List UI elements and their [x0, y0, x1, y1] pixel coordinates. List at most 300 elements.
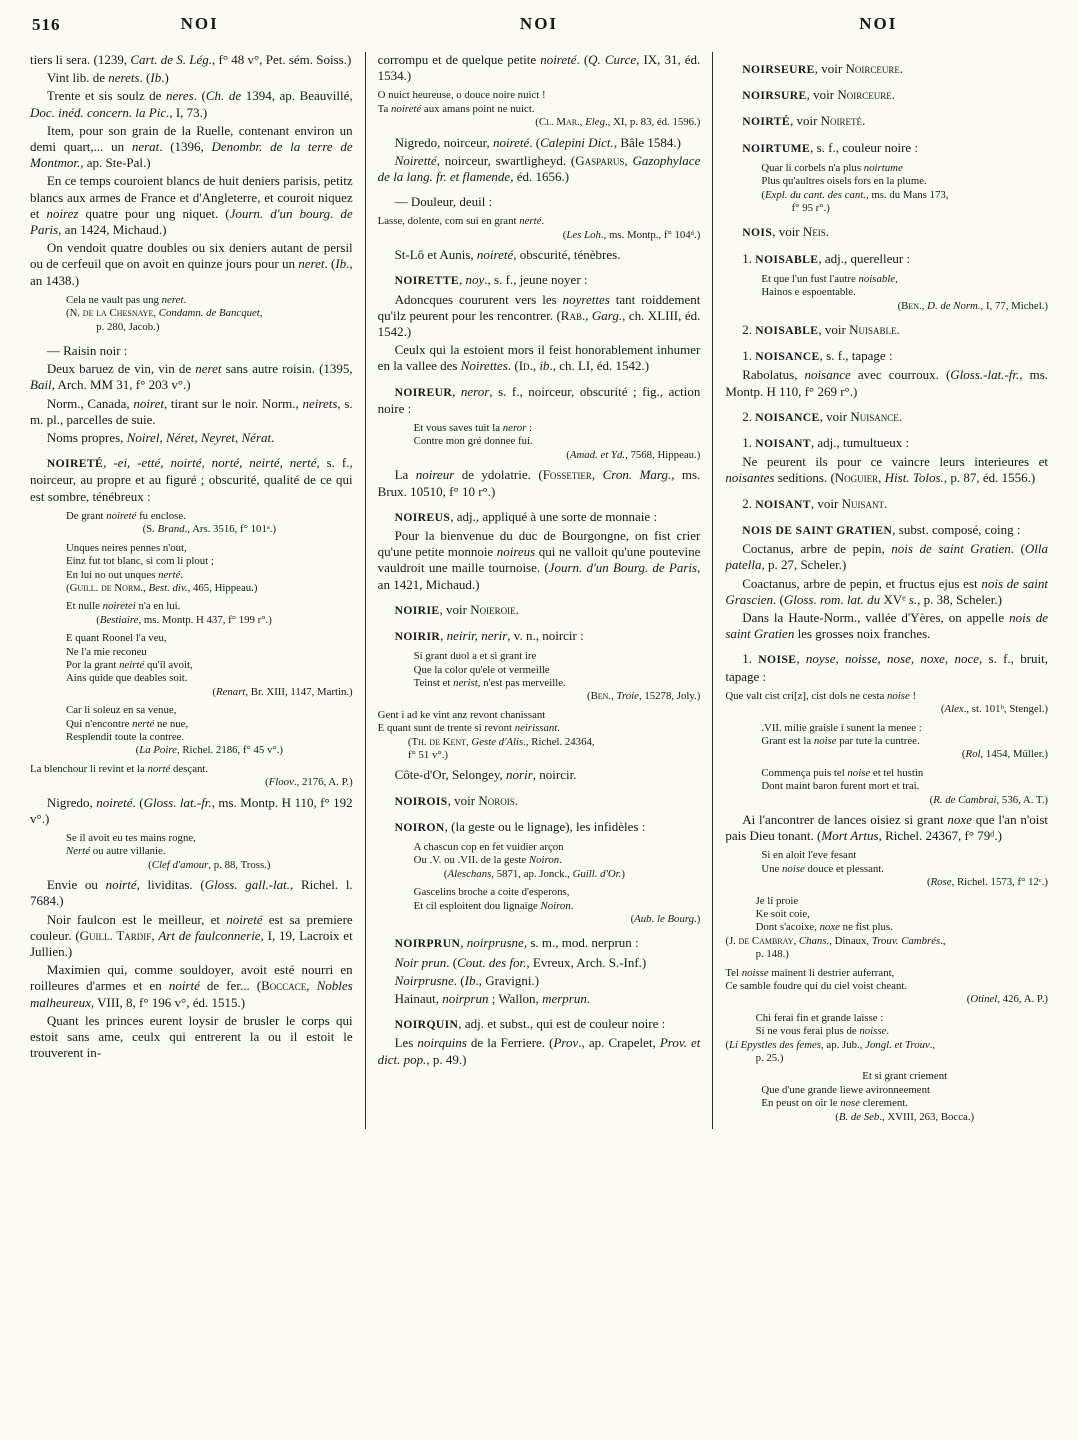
quote-line: Einz fut tot blanc, si com li plout ; — [66, 555, 214, 568]
italic-term: Noirprusne — [394, 972, 454, 988]
headword: NOIROIS — [394, 794, 448, 808]
quotation-block — [761, 767, 1048, 807]
italic-term: -ei, -etté, noirté, norté, neirté, nerté — [113, 455, 317, 471]
quote-line: Dont maint baron furent mort et trai. — [761, 780, 920, 793]
quotation-block — [66, 632, 353, 699]
entry-paragraph: NOIRTUME, s. f., couleur noire : — [742, 139, 919, 155]
italic-term: noise — [886, 689, 910, 702]
entry-paragraph: NOIRSEURE, voir Noirceure. — [742, 61, 904, 76]
author-name: Rab. — [560, 307, 586, 323]
italic-term: D. de Norm. — [927, 299, 981, 312]
sense-heading: — Raisin noir : — [46, 343, 128, 359]
italic-term: Renart — [216, 685, 246, 698]
quote-line: Grant est la noise par tute la cuntree. — [761, 734, 920, 747]
italic-term: noiret — [133, 395, 164, 411]
author-name: Ben. — [901, 299, 922, 312]
quotation-block — [66, 542, 353, 596]
headword: NOIRSEURE — [742, 63, 815, 76]
italic-term: noirprusne — [466, 935, 524, 951]
italic-term: Mort Artus — [821, 828, 879, 844]
author-name: Th. de Kent — [411, 735, 466, 748]
italic-term: Les Loh — [566, 228, 601, 241]
italic-term: noyse, noisse, nose, noxe, noce — [805, 651, 979, 667]
headword: NOIREUS — [394, 510, 451, 524]
headword: NOISANCE — [755, 410, 820, 424]
italic-term: noy — [465, 272, 485, 288]
body-paragraph: Rabolatus, noisance avec courroux. (Gloss.-lat.-fr., ms. Montp. H 110, f° 269 r°.) — [725, 367, 1049, 399]
quote-line: Car li soleuz en sa venue, — [66, 704, 177, 717]
italic-term: Brand — [157, 523, 185, 536]
quote-line: p. 280, Jacob.) — [96, 320, 160, 333]
italic-term: noireté — [226, 911, 263, 927]
headword: NOIRTUME — [742, 141, 811, 155]
italic-term: Prov — [553, 1035, 579, 1051]
quotation-block — [30, 763, 353, 790]
quote-line: Unques neires pennes n'out, — [66, 541, 187, 554]
quote-line: Je li proie — [755, 894, 799, 907]
author-name: J. de Cambray — [728, 934, 794, 947]
headword: NOIS DE SAINT GRATIEN — [742, 523, 893, 537]
italic-term: R. de Cambrai — [933, 793, 997, 806]
columns-container — [30, 52, 1048, 1129]
author-name: Fossetier — [542, 467, 592, 483]
quote-line: Lasse, dolente, com sui en grant nerté. — [377, 215, 545, 228]
quote-line: (N. de la Chesnaye, Condamn. de Bancquet, — [66, 307, 263, 320]
italic-term: noxe — [819, 921, 840, 934]
quote-line: (Cl. Mar., Eleg., XI, p. 83, éd. 1596.) — [535, 116, 701, 129]
quote-line: Et que l'un fust l'autre noisable, — [761, 272, 898, 285]
headword: NOIRPRUN — [394, 937, 461, 951]
italic-term: Noirettes — [460, 358, 508, 374]
italic-term: nerté — [519, 215, 542, 228]
body-paragraph: Nigredo, noireté. (Gloss. lat.-fr., ms. Montp. H 110, f° 192 v°.) — [30, 794, 353, 826]
quotation-block — [414, 422, 701, 462]
author-name: Guill. Tardif — [79, 927, 152, 943]
italic-term: noiretei — [102, 600, 136, 613]
author-name: N. de la Chesnaye — [69, 307, 154, 320]
quote-line: (Alex., st. 101ᵇ, Stengel.) — [940, 703, 1049, 716]
author-name: Noieroie — [470, 601, 516, 617]
quote-line: Resplendit toute la contree. — [66, 730, 185, 743]
quote-line: Gascelins broche a coite d'esperons, — [413, 886, 570, 899]
author-name: Nuisant — [841, 495, 884, 511]
quotation-block — [378, 215, 701, 242]
quote-line: (Ben., D. de Norm., I, 77, Michel.) — [897, 299, 1049, 312]
quote-line: (Bestiaire, ms. Montp. H 437, f° 199 r°.) — [96, 613, 272, 626]
quote-line: Cela ne vault pas ung neret. — [66, 293, 187, 306]
quote-line: (Aleschans, 5871, ap. Jonck., Guill. d'Or.) — [443, 867, 625, 880]
italic-term: noisse — [741, 966, 769, 979]
headword: NOISE — [758, 653, 797, 667]
italic-term: Cron. Marg. — [602, 467, 672, 483]
quotation-block — [414, 650, 701, 704]
italic-term: ib — [539, 358, 550, 374]
quote-line: (B. de Seb., XVIII, 263, Bocca.) — [835, 1110, 975, 1123]
italic-term: noireté — [492, 134, 530, 150]
italic-term: Chans — [798, 934, 827, 947]
author-name: Guill. de Norm. — [69, 581, 144, 594]
italic-term: Ch. de — [205, 88, 242, 104]
italic-term: noireté — [391, 102, 422, 115]
quote-line: Commença puis tel noise et tel hustin — [761, 766, 924, 779]
italic-term: neirets — [302, 395, 338, 411]
quote-line: Et vous saves tuit la neror : — [413, 422, 533, 435]
italic-term: norir — [506, 767, 533, 783]
headword: NOIRETTE — [394, 274, 459, 288]
headword: NOIRIE — [394, 603, 440, 617]
author-name: Neis — [802, 224, 826, 240]
headword: NOISABLE — [755, 252, 819, 266]
quote-line: De grant noireté fu enclose. — [66, 509, 186, 522]
entry-paragraph: NOIREUR, neror, s. f., noirceur, obscurité ; fig., action noire : — [377, 383, 701, 416]
entry-paragraph: 1. NOISE, noyse, noisse, nose, noxe, noce, s. f., bruit, tapage : — [725, 651, 1049, 684]
italic-term: Condamn. de Bancquet — [158, 307, 260, 320]
quote-line: Ta noireté aux amans point ne nuict. — [377, 102, 535, 115]
quote-line: E quant Roonel l'a veu, — [66, 632, 167, 645]
quote-line: (Guill. de Norm., Best. div., 465, Hippeau.) — [66, 581, 258, 594]
running-titles — [30, 14, 1048, 34]
body-paragraph: Ceulx qui la estoient mors il feist honorablement inhumer en la vallee des Noirettes. (Id., ib., ch. LI, éd. 1542.) — [377, 342, 701, 374]
quotation-block — [414, 841, 701, 881]
body-paragraph: tiers li sera. (1239, Cart. de S. Lég., f° 48 v°, Pet. sém. Soiss.) — [30, 52, 352, 67]
quote-line: A chascun cop en fet vuidier arçon — [413, 840, 564, 853]
author-name: Noirceure — [845, 61, 900, 76]
quotation-block — [414, 886, 701, 926]
quote-line: Et nulle noiretei n'a en lui. — [66, 600, 181, 613]
author-name: Noireté — [820, 113, 863, 129]
quote-line: Contre mon gré donnee fui. — [413, 435, 533, 448]
italic-term: Gazophylace de la lang. fr. et flamende — [377, 152, 701, 185]
italic-term: Alex — [944, 703, 964, 716]
body-paragraph: Trente et sis soulz de neres. (Ch. de 1394, ap. Beauvillé, Doc. inéd. concern. la Pic., I, 73.) — [30, 88, 353, 120]
quote-line: Quar li corbels n'a plus noirtume — [761, 161, 903, 174]
italic-term: Gloss. lat.-fr. — [143, 794, 212, 810]
italic-term: norté — [147, 762, 171, 775]
quotation-block — [761, 1070, 1048, 1124]
body-paragraph: En ce temps couroient blancs de huit deniers parisis, petitz blancs aux armes de France et d'Angleterre, et couroit niquez et noirez quatre pour ung niquet. (Journ. d'un bourg. de Paris, an 1424, Michaud.) — [30, 173, 353, 238]
italic-term: neret — [195, 361, 222, 377]
italic-term: nerat — [131, 139, 160, 155]
quote-line: f° 51 v°.) — [407, 748, 449, 761]
headword: NOIRIR — [394, 629, 441, 643]
italic-term: Guill. d'Or. — [572, 867, 622, 880]
body-paragraph: Pour la bienvenue du duc de Bourgongne, on fist crier qu'une petite monnoie noireus qui ne valloit qu'une poutevine vauldroit une maille tournoise. (Journ. d'un Bourg. de Paris, an 1421, Michaud.) — [377, 527, 701, 592]
author-name: Id. — [518, 358, 533, 374]
quote-line: Teinst et nerist, n'est pas merveille. — [413, 676, 566, 689]
italic-term: Nerté — [66, 845, 90, 858]
italic-term: noise — [782, 862, 805, 875]
author-name: Gasparus — [575, 152, 625, 168]
quotation-block — [66, 294, 353, 334]
entry-paragraph: NOIREUS, adj., appliqué à une sorte de monnaie : — [394, 508, 658, 524]
quote-line: Chi ferai fin et grande laisse : — [755, 1011, 884, 1024]
italic-term: noxe — [947, 811, 972, 827]
headword: NOIS — [742, 226, 773, 240]
entry-paragraph: NOIRSURE, voir Noirceure. — [742, 87, 895, 103]
body-paragraph: Ai l'ancontrer de lances oisiez si grant noxe que l'an n'oist pais Dieu tonant. (Mort Artus, Richel. 24367, f° 79ᵈ.) — [725, 811, 1049, 844]
entry-paragraph: NOIS DE SAINT GRATIEN, subst. composé, coing : — [742, 521, 1021, 537]
body-paragraph: Côte-d'Or, Selongey, norir, noircir. — [394, 767, 577, 783]
italic-term: nois de saint Gratien — [891, 541, 1011, 557]
entry-paragraph: NOIRON, (la geste ou le lignage), les infidèles : — [394, 818, 646, 834]
body-paragraph: Adoncques coururent vers les noyrettes tant roiddement qu'ilz peurent pour les rencontrer. (Rab., Garg., ch. XLIII, éd. 1542.) — [377, 291, 701, 340]
italic-term: Denombr. de la terre de Montmor. — [30, 139, 353, 171]
body-paragraph: Nigredo, noirceur, noireté. (Calepini Dict., Bâle 1584.) — [394, 134, 681, 150]
italic-term: noisse — [859, 1025, 887, 1038]
quote-line: Ains quide que deables soit. — [66, 672, 188, 685]
author-name: Boccace — [261, 978, 307, 994]
author-name: Noguier — [834, 470, 879, 486]
italic-term: Troie — [616, 690, 639, 703]
quote-line: En lui no out unques nerté. — [66, 568, 183, 581]
quotation-block — [725, 895, 1048, 962]
headword: NOIRON — [394, 820, 445, 834]
body-paragraph: Dans la Haute-Norm., vallée d'Yères, on appelle nois de saint Gratien les grosses noix franches. — [725, 609, 1049, 642]
quote-line: La blenchour li revint et la norté desçant. — [30, 762, 209, 775]
quote-line: E quant sunt de trente si revont neirissant. — [377, 722, 560, 735]
italic-term: Nérat — [241, 430, 272, 446]
body-paragraph: Ne peurent ils pour ce vaincre leurs interieures et noisantes seditions. (Noguier, Hist. Tolos., p. 87, éd. 1556.) — [725, 454, 1049, 486]
italic-term: Rose — [930, 876, 952, 889]
quote-line: Dont s'acoixe, noxe ne fist plus. — [755, 921, 893, 934]
headword: NOISANCE — [755, 350, 820, 364]
italic-term: Gloss. rom. lat. du — [783, 591, 881, 607]
italic-term: La Poire — [139, 744, 177, 757]
body-paragraph: Deux baruez de vin, vin de neret sans autre roisin. (1395, Bail, Arch. MM 31, f° 203 v°.) — [30, 361, 353, 393]
quotation-block — [66, 704, 353, 758]
quote-line: Ke soit coie, — [755, 908, 810, 920]
italic-term: neror — [460, 383, 490, 399]
quote-line: (Renart, Br. XIII, 1147, Martin.) — [212, 685, 353, 698]
italic-term: Q. Curce — [588, 52, 637, 67]
quote-line: Plus qu'aultres oisels fors en la plume. — [761, 175, 927, 188]
italic-term: nois de saint Gratien — [725, 609, 1049, 642]
italic-term: Ib — [335, 256, 347, 272]
quotation-block — [761, 162, 1048, 216]
italic-term: noireus — [496, 544, 536, 560]
body-paragraph: Noirprusne. (Ib., Gravigni.) — [394, 972, 540, 988]
italic-term: noisable — [858, 272, 896, 285]
italic-term: Cout. des for. — [457, 954, 527, 970]
italic-term: nerté — [158, 568, 181, 581]
quote-line: Ce samble foudre qui du ciel voist cheant. — [725, 980, 908, 993]
italic-term: s. — [908, 591, 918, 607]
headword: NOISABLE — [755, 324, 819, 338]
author-name: Cl. Mar. — [538, 116, 580, 129]
quote-line: Por la grant neirté qu'il avoit, — [66, 658, 193, 671]
column-2 — [365, 52, 713, 1129]
italic-term: Olla patella — [725, 541, 1049, 573]
italic-term: noyrettes — [562, 291, 610, 307]
italic-term: nerist — [453, 676, 478, 689]
italic-term: Floov — [268, 776, 294, 789]
italic-term: Hist. Tolos. — [884, 470, 944, 486]
body-paragraph: corrompu et de quelque petite noireté. (Q. Curce, IX, 31, éd. 1534.) — [377, 52, 701, 84]
body-paragraph: Item, pour son grain de la Ruelle, contenant environ un demi quart,... un nerat. (1396, Denombr. de la terre de Montmor., ap. Ste-Pal.) — [30, 122, 353, 171]
italic-term: Art de faulconnerie — [158, 927, 261, 943]
italic-term: Néret — [165, 430, 195, 446]
italic-term: noirté — [105, 877, 137, 893]
body-paragraph: Envie ou noirté, lividitas. (Gloss. gall.-lat., Richel. l. 7684.) — [30, 877, 353, 909]
sense-heading: — Douleur, deuil : — [394, 194, 493, 210]
column-3 — [712, 52, 1048, 1129]
italic-term: Rol — [965, 748, 981, 761]
body-paragraph: Quant les princes eurent loysir de brusler le corps qui estoit sans ame, ceulx qui entrerent la ou il estoit le trouverent in- — [30, 1012, 353, 1061]
body-paragraph: La noireur de ydolatrie. (Fossetier, Cron. Marg., ms. Brux. 10510, f° 10 r°.) — [377, 467, 701, 499]
entry-paragraph: NOIRETTE, noy., s. f., jeune noyer : — [394, 272, 588, 288]
entry-paragraph: NOIRETÉ, -ei, -etté, noirté, norté, neirté, nerté, s. f., noirceur, au propre et au figuré ; obscurité, qualité de ce qui est sombre, ténébreux : — [30, 455, 353, 504]
body-paragraph: Les noirquins de la Ferriere. (Prov., ap. Crapelet, Prov. et dict. pop., p. 49.) — [377, 1035, 701, 1067]
quotation-block — [378, 89, 701, 129]
quotation-block — [725, 690, 1048, 717]
italic-term: Geste d'Alis. — [471, 735, 526, 748]
entry-paragraph: NOIRIR, neirir, nerir, v. n., noircir : — [394, 627, 584, 643]
quote-line: (Floov., 2176, A. P.) — [265, 776, 353, 789]
quote-line: (R. de Cambrai, 536, A. T.) — [929, 793, 1049, 806]
italic-term: Gloss.-lat.-fr. — [950, 367, 1020, 383]
body-paragraph: Coactanus, arbre de pepin, et fructus ejus est nois de saint Grascien. (Gloss. rom. lat. du XVᵉ s., p. 38, Scheler.) — [725, 575, 1049, 607]
entry-paragraph: NOIRQUIN, adj. et subst., qui est de couleur noire : — [394, 1016, 666, 1032]
italic-term: noirez — [46, 205, 79, 221]
quote-line: Ou .V. ou .VII. de la geste Noiron. — [413, 854, 562, 867]
italic-term: Aub. le Bourg — [634, 913, 695, 926]
quote-line: (Aub. le Bourg.) — [630, 913, 701, 926]
italic-term: nois de saint Grascien — [725, 575, 1049, 607]
quote-line: Et si grant criement — [862, 1070, 948, 1083]
headword: NOISANT — [755, 497, 811, 511]
italic-term: neirissant — [514, 722, 558, 735]
headword: NOIRTÉ — [742, 115, 790, 129]
italic-term: noisance — [804, 367, 851, 383]
quotation-block — [66, 510, 353, 537]
italic-term: Jongl. et Trouv — [865, 1038, 930, 1051]
body-paragraph: Coctanus, arbre de pepin, nois de saint Gratien. (Olla patella, p. 27, Scheler.) — [725, 541, 1049, 573]
italic-term: Clef d'amour — [151, 858, 209, 871]
body-paragraph: Maximien qui, comme souldoyer, avoit esté nourri en roilleures d'armes et en noirté de fer... (Boccace, Nobles malheureux, VIII, 8, f° 196 v°, éd. 1515.) — [30, 962, 353, 1010]
body-paragraph: Vint lib. de nerets. (Ib.) — [46, 70, 169, 86]
quotation-block — [66, 832, 353, 872]
italic-term: Garg. — [591, 307, 623, 323]
italic-term: noise — [847, 766, 871, 779]
page-header — [30, 14, 1048, 42]
author-name: Ben. — [590, 690, 612, 703]
italic-term: Noirel — [126, 430, 160, 446]
italic-term: Trouv. Cambrés — [871, 934, 941, 947]
italic-term: noisantes — [725, 470, 775, 486]
quote-line: Ne l'a mie reconeu — [66, 645, 147, 658]
quote-line: (Rol, 1454, Müller.) — [961, 748, 1049, 761]
italic-term: nerets — [108, 70, 140, 86]
quote-line: Gent i ad ke vint anz revont chanissant — [377, 708, 546, 721]
quotation-block — [761, 722, 1048, 762]
quote-line: p. 25.) — [755, 1052, 784, 1065]
author-name: Nuisable — [849, 322, 897, 338]
author-name: Nuisance — [850, 408, 899, 424]
italic-term: Neyret — [200, 430, 236, 446]
quote-line: (Li Epystles des femes, ap. Jub., Jongl. et Trouv., — [725, 1038, 936, 1051]
italic-term: Doc. inéd. concern. la Pic. — [30, 104, 170, 120]
italic-term: Otinel — [970, 993, 998, 1006]
quote-line: Se il avoit eu tes mains rogne, — [66, 832, 196, 845]
italic-term: neres — [166, 88, 194, 104]
body-paragraph: Noir faulcon est le meilleur, et noireté est sa premiere couleur. (Guill. Tardif, Art de faulconnerie, I, 19, Lacroix et Jullien.) — [30, 911, 353, 960]
italic-term: Gloss. gall.-lat. — [204, 877, 291, 893]
quote-line: (Les Loh., ms. Montp., f° 104ᵈ.) — [562, 228, 701, 241]
entry-paragraph: NOIS, voir Neis. — [742, 224, 830, 240]
italic-term: Calepini Dict. — [540, 134, 614, 150]
body-paragraph: Norm., Canada, noiret, tirant sur le noir. Norm., neirets, s. m. pl., parcelles de suie. — [30, 395, 353, 427]
italic-term: Aleschans — [447, 867, 492, 880]
quote-line: Si en aloit l'eve fesant — [761, 849, 857, 862]
body-paragraph: On vendoit quatre doubles ou six deniers autant de persil ou de cerfeuil que on avoit en quinze jours pour un neret. (Ib., an 1438.) — [30, 240, 353, 288]
italic-term: Journ. d'un bourg. de Paris — [30, 205, 353, 238]
italic-term: Cart. de S. Lég. — [130, 52, 212, 67]
italic-term: Ib — [150, 70, 162, 86]
italic-term: noirté — [168, 978, 200, 994]
quote-line: O nuict heureuse, o douce noire nuict ! — [377, 89, 546, 102]
italic-term: nose — [840, 1097, 861, 1110]
quote-line: Et cil esploitent dou lignaige Noiron. — [413, 899, 574, 912]
italic-term: Journ. d'un Bourg. de Paris — [548, 560, 698, 576]
quote-line: Que la color qu'ele ot vermeille — [413, 663, 550, 676]
italic-term: Eleg — [585, 116, 605, 129]
quote-line: (J. de Cambray, Chans., Dinaux, Trouv. Cambrés., — [725, 934, 946, 947]
body-paragraph: St-Lô et Aunis, noireté, obscurité, ténèbres. — [394, 247, 621, 263]
italic-term: Bail — [30, 377, 52, 393]
italic-term: nerté — [132, 717, 155, 730]
quote-line: (Expl. du cant. des cant., ms. du Mans 173, — [761, 188, 949, 201]
quote-line: Si ne vous ferai plus de noisse. — [755, 1025, 890, 1038]
quote-line: En peust on oir le nose clerement. — [761, 1097, 908, 1110]
italic-term: neirir, nerir — [446, 627, 508, 643]
italic-term: Nobles malheureux — [30, 978, 353, 1010]
quote-line: (Otinel, 426, A. P.) — [966, 993, 1049, 1006]
italic-term: neror — [502, 422, 527, 435]
italic-term: noireté — [106, 509, 137, 522]
quote-line: (S. Brand., Ars. 3516, f° 101ᵃ.) — [142, 523, 277, 536]
quote-line: Que d'une grande liewe avironneement — [761, 1083, 930, 1096]
running-title-3: NOI — [859, 14, 898, 33]
quotation-block — [761, 273, 1048, 313]
italic-term: neret — [161, 293, 184, 306]
quote-line: Une noise douce et plessant. — [761, 862, 884, 875]
italic-term: noireur — [415, 467, 455, 483]
quote-line: Hainos e espoentable. — [761, 286, 856, 299]
entry-paragraph: 2. NOISABLE, voir Nuisable. — [742, 322, 900, 338]
headword: NOISANT — [755, 437, 811, 451]
body-paragraph: Noms propres, Noirel, Néret, Neyret, Nérat. — [46, 430, 275, 446]
body-paragraph: Noiretté, noirceur, swartligheyd. (Gasparus, Gazophylace de la lang. fr. et flamende, éd. 1656.) — [377, 152, 701, 185]
quote-line: Nerté ou autre villanie. — [66, 845, 166, 858]
quotation-block — [66, 600, 353, 627]
author-name: Noirceure — [837, 87, 892, 103]
italic-term: Noiron — [528, 854, 560, 867]
italic-term: noirquins — [417, 1035, 467, 1051]
headword: NOIRQUIN — [394, 1018, 459, 1032]
author-name: Norois — [478, 792, 515, 808]
italic-term: noirprun — [442, 991, 489, 1007]
quotation-block — [725, 967, 1048, 1007]
entry-paragraph: NOIROIS, voir Norois. — [394, 792, 518, 808]
entry-paragraph: 1. NOISANCE, s. f., tapage : — [742, 348, 893, 364]
quote-line: Tel noisse mainent li destrier auferrant, — [725, 966, 895, 979]
headword: NOIRETÉ — [46, 457, 104, 471]
quote-line: .VII. milie graisle i sunent la menee : — [761, 721, 922, 734]
italic-term: noireté — [476, 247, 514, 263]
quote-line: (Amad. et Yd., 7568, Hippeau.) — [566, 448, 701, 461]
entry-paragraph: NOIRIE, voir Noieroie. — [394, 601, 519, 617]
quote-line: p. 148.) — [755, 948, 789, 961]
